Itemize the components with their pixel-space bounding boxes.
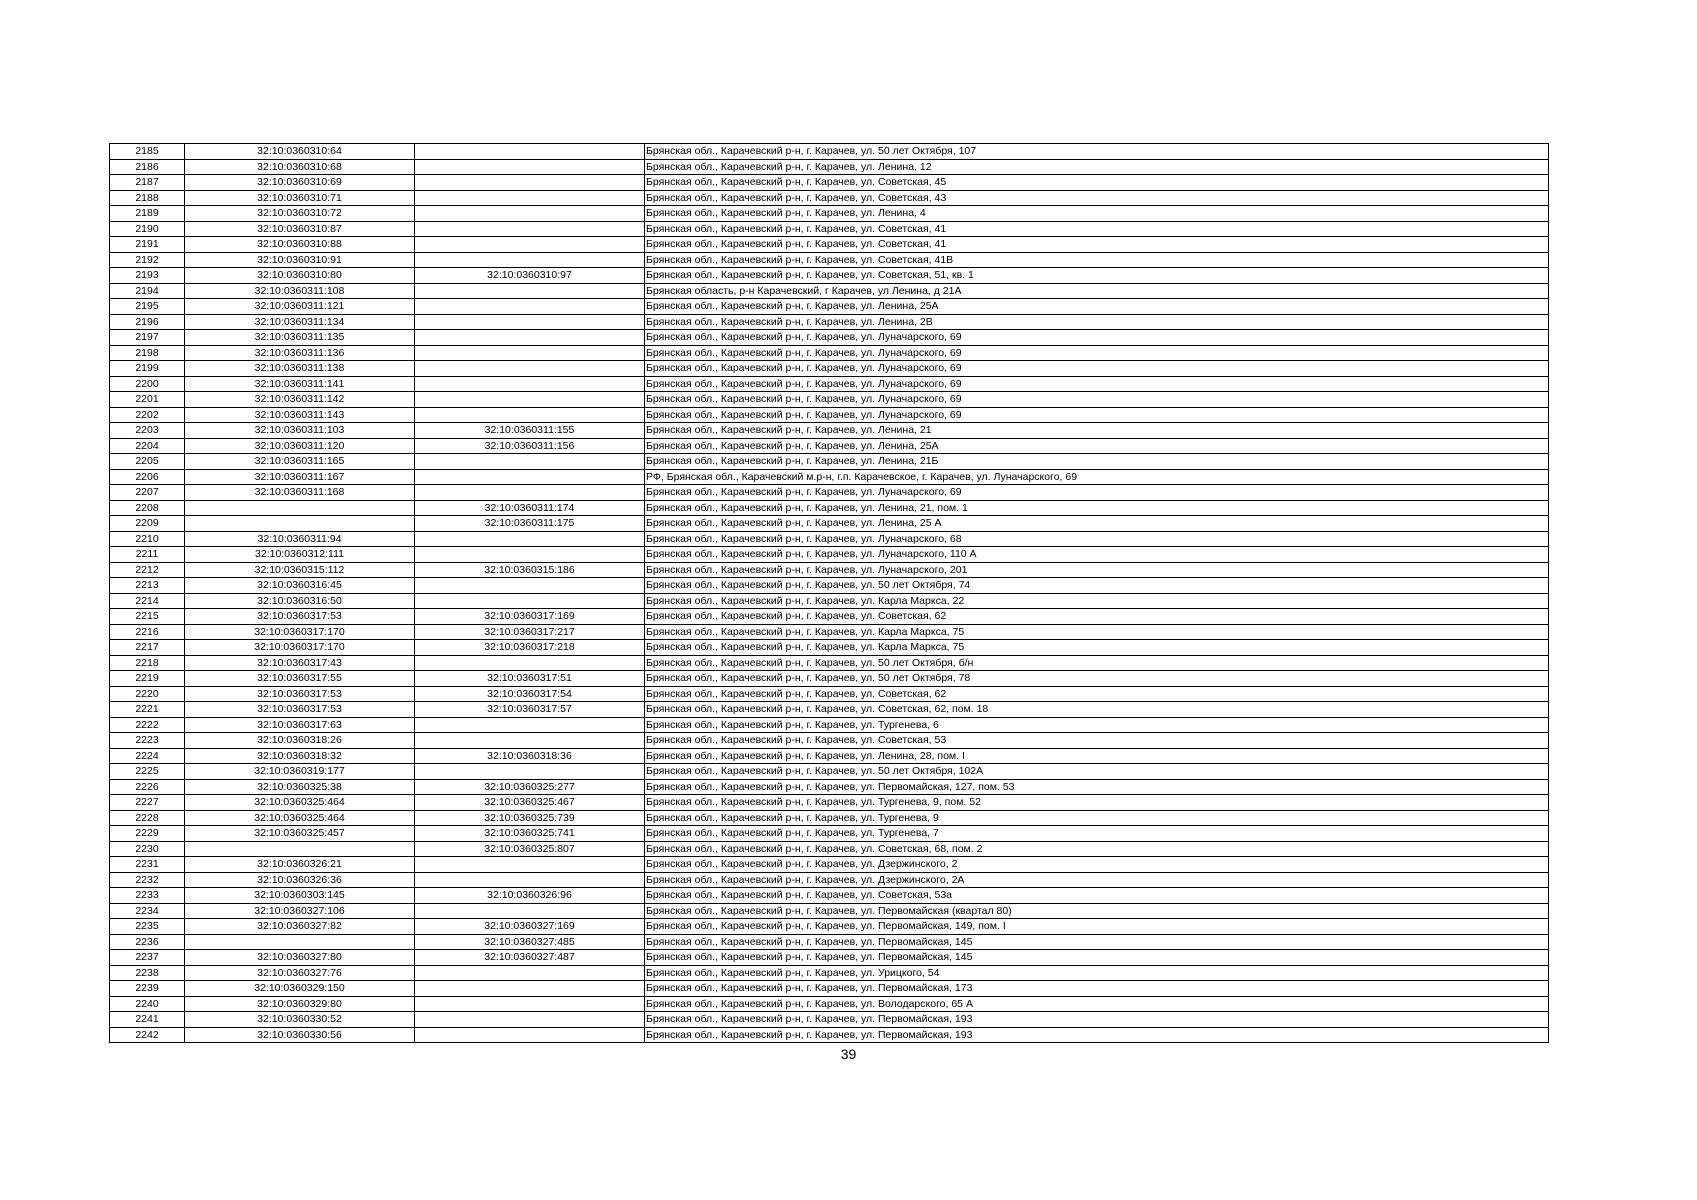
object-cadastral-number-cell: 32:10:0360325:739 xyxy=(415,810,645,826)
object-cadastral-number-cell xyxy=(415,981,645,997)
address-cell: Брянская обл., Карачевский р-н, г. Карачев, ул. Советская, 68, пом. 2 xyxy=(645,841,1549,857)
object-cadastral-number-cell xyxy=(415,1027,645,1043)
table-row xyxy=(110,593,1549,609)
object-cadastral-number-cell: 32:10:0360327:169 xyxy=(415,919,645,935)
row-number-cell: 2191 xyxy=(110,237,185,253)
table-row xyxy=(110,159,1549,175)
row-number-cell: 2199 xyxy=(110,361,185,377)
table-row xyxy=(110,717,1549,733)
land-cadastral-number-cell: 32:10:0360317:170 xyxy=(185,640,415,656)
address-cell: Брянская обл., Карачевский р-н, г. Карачев, ул. Тургенева, 6 xyxy=(645,717,1549,733)
table-row xyxy=(110,686,1549,702)
row-number-cell: 2220 xyxy=(110,686,185,702)
object-cadastral-number-cell xyxy=(415,159,645,175)
table-row xyxy=(110,500,1549,516)
row-number-cell: 2198 xyxy=(110,345,185,361)
row-number-cell: 2201 xyxy=(110,392,185,408)
address-cell: Брянская обл., Карачевский р-н, г. Карачев, ул. Ленина, 2В xyxy=(645,314,1549,330)
address-cell: Брянская обл., Карачевский р-н, г. Карачев, ул. Советская, 62 xyxy=(645,686,1549,702)
table-row xyxy=(110,655,1549,671)
row-number-cell: 2194 xyxy=(110,283,185,299)
table-row xyxy=(110,531,1549,547)
row-number-cell: 2230 xyxy=(110,841,185,857)
land-cadastral-number-cell: 32:10:0360325:464 xyxy=(185,810,415,826)
table-row xyxy=(110,748,1549,764)
address-cell: Брянская обл., Карачевский р-н, г. Карачев, ул. Советская, 51, кв. 1 xyxy=(645,268,1549,284)
row-number-cell: 2235 xyxy=(110,919,185,935)
land-cadastral-number-cell: 32:10:0360329:80 xyxy=(185,996,415,1012)
address-cell: Брянская обл., Карачевский р-н, г. Карачев, ул. Советская, 41 xyxy=(645,221,1549,237)
row-number-cell: 2225 xyxy=(110,764,185,780)
table-row xyxy=(110,407,1549,423)
address-cell: Брянская обл., Карачевский р-н, г. Карачев, ул. Ленина, 25А xyxy=(645,438,1549,454)
object-cadastral-number-cell xyxy=(415,872,645,888)
row-number-cell: 2192 xyxy=(110,252,185,268)
land-cadastral-number-cell: 32:10:0360311:165 xyxy=(185,454,415,470)
row-number-cell: 2229 xyxy=(110,826,185,842)
table-row xyxy=(110,640,1549,656)
land-cadastral-number-cell: 32:10:0360310:87 xyxy=(185,221,415,237)
land-cadastral-number-cell: 32:10:0360310:91 xyxy=(185,252,415,268)
land-cadastral-number-cell: 32:10:0360311:138 xyxy=(185,361,415,377)
row-number-cell: 2236 xyxy=(110,934,185,950)
address-cell: Брянская обл., Карачевский р-н, г. Карачев, ул. Луначарского, 69 xyxy=(645,407,1549,423)
object-cadastral-number-cell xyxy=(415,857,645,873)
land-cadastral-number-cell: 32:10:0360303:145 xyxy=(185,888,415,904)
table-row xyxy=(110,268,1549,284)
land-cadastral-number-cell: 32:10:0360311:168 xyxy=(185,485,415,501)
address-cell: Брянская обл., Карачевский р-н, г. Карачев, ул. Луначарского, 69 xyxy=(645,330,1549,346)
table-row xyxy=(110,888,1549,904)
table-row xyxy=(110,857,1549,873)
object-cadastral-number-cell xyxy=(415,578,645,594)
table-row xyxy=(110,252,1549,268)
row-number-cell: 2216 xyxy=(110,624,185,640)
land-cadastral-number-cell xyxy=(185,516,415,532)
land-cadastral-number-cell: 32:10:0360311:120 xyxy=(185,438,415,454)
row-number-cell: 2190 xyxy=(110,221,185,237)
land-cadastral-number-cell: 32:10:0360319:177 xyxy=(185,764,415,780)
address-cell: Брянская обл., Карачевский р-н, г. Карачев, ул. Ленина, 25 А xyxy=(645,516,1549,532)
address-cell: Брянская обл., Карачевский р-н, г. Карачев, ул. Карла Маркса, 22 xyxy=(645,593,1549,609)
object-cadastral-number-cell: 32:10:0360318:36 xyxy=(415,748,645,764)
table-row xyxy=(110,175,1549,191)
table-row xyxy=(110,903,1549,919)
table-row xyxy=(110,469,1549,485)
registry-table-body xyxy=(110,144,1549,1043)
object-cadastral-number-cell xyxy=(415,469,645,485)
row-number-cell: 2200 xyxy=(110,376,185,392)
object-cadastral-number-cell xyxy=(415,531,645,547)
land-cadastral-number-cell: 32:10:0360317:63 xyxy=(185,717,415,733)
object-cadastral-number-cell: 32:10:0360317:51 xyxy=(415,671,645,687)
object-cadastral-number-cell: 32:10:0360325:277 xyxy=(415,779,645,795)
land-cadastral-number-cell: 32:10:0360312:111 xyxy=(185,547,415,563)
row-number-cell: 2215 xyxy=(110,609,185,625)
table-row xyxy=(110,795,1549,811)
land-cadastral-number-cell: 32:10:0360325:464 xyxy=(185,795,415,811)
object-cadastral-number-cell xyxy=(415,593,645,609)
table-row xyxy=(110,562,1549,578)
address-cell: Брянская обл., Карачевский р-н, г. Карачев, ул. 50 лет Октября, 107 xyxy=(645,144,1549,160)
table-row xyxy=(110,1012,1549,1028)
row-number-cell: 2212 xyxy=(110,562,185,578)
row-number-cell: 2206 xyxy=(110,469,185,485)
object-cadastral-number-cell xyxy=(415,206,645,222)
land-cadastral-number-cell: 32:10:0360310:80 xyxy=(185,268,415,284)
table-row xyxy=(110,826,1549,842)
land-cadastral-number-cell: 32:10:0360311:142 xyxy=(185,392,415,408)
table-row xyxy=(110,438,1549,454)
table-row xyxy=(110,981,1549,997)
address-cell: Брянская обл., Карачевский р-н, г. Карачев, ул. Первомайская, 149, пом. I xyxy=(645,919,1549,935)
table-row xyxy=(110,221,1549,237)
land-cadastral-number-cell: 32:10:0360311:143 xyxy=(185,407,415,423)
address-cell: РФ, Брянская обл., Карачевский м.р-н, г.п. Карачевское, г. Карачев, ул. Луначарского, 69 xyxy=(645,469,1549,485)
object-cadastral-number-cell: 32:10:0360315:186 xyxy=(415,562,645,578)
table-row xyxy=(110,392,1549,408)
land-cadastral-number-cell: 32:10:0360311:94 xyxy=(185,531,415,547)
address-cell: Брянская область, р-н Карачевский, г Карачев, ул Ленина, д 21А xyxy=(645,283,1549,299)
object-cadastral-number-cell xyxy=(415,733,645,749)
row-number-cell: 2219 xyxy=(110,671,185,687)
table-row xyxy=(110,485,1549,501)
address-cell: Брянская обл., Карачевский р-н, г. Карачев, ул. Луначарского, 69 xyxy=(645,361,1549,377)
row-number-cell: 2233 xyxy=(110,888,185,904)
land-cadastral-number-cell xyxy=(185,500,415,516)
address-cell: Брянская обл., Карачевский р-н, г. Карачев, ул. Дзержинского, 2 xyxy=(645,857,1549,873)
row-number-cell: 2241 xyxy=(110,1012,185,1028)
object-cadastral-number-cell xyxy=(415,996,645,1012)
land-cadastral-number-cell: 32:10:0360311:141 xyxy=(185,376,415,392)
row-number-cell: 2197 xyxy=(110,330,185,346)
address-cell: Брянская обл., Карачевский р-н, г. Карачев, ул. Луначарского, 69 xyxy=(645,376,1549,392)
table-row xyxy=(110,361,1549,377)
object-cadastral-number-cell xyxy=(415,655,645,671)
row-number-cell: 2204 xyxy=(110,438,185,454)
object-cadastral-number-cell xyxy=(415,717,645,733)
land-cadastral-number-cell: 32:10:0360317:53 xyxy=(185,686,415,702)
address-cell: Брянская обл., Карачевский р-н, г. Карачев, ул. Луначарского, 69 xyxy=(645,345,1549,361)
land-cadastral-number-cell: 32:10:0360311:135 xyxy=(185,330,415,346)
land-cadastral-number-cell: 32:10:0360317:53 xyxy=(185,702,415,718)
object-cadastral-number-cell xyxy=(415,221,645,237)
address-cell: Брянская обл., Карачевский р-н, г. Карачев, ул. 50 лет Октября, б/н xyxy=(645,655,1549,671)
object-cadastral-number-cell xyxy=(415,764,645,780)
row-number-cell: 2189 xyxy=(110,206,185,222)
object-cadastral-number-cell xyxy=(415,965,645,981)
land-cadastral-number-cell: 32:10:0360310:71 xyxy=(185,190,415,206)
land-cadastral-number-cell: 32:10:0360317:53 xyxy=(185,609,415,625)
table-row xyxy=(110,283,1549,299)
land-cadastral-number-cell: 32:10:0360326:21 xyxy=(185,857,415,873)
land-cadastral-number-cell: 32:10:0360311:167 xyxy=(185,469,415,485)
object-cadastral-number-cell xyxy=(415,190,645,206)
object-cadastral-number-cell: 32:10:0360311:174 xyxy=(415,500,645,516)
address-cell: Брянская обл., Карачевский р-н, г. Карачев, ул. Советская, 45 xyxy=(645,175,1549,191)
land-cadastral-number-cell: 32:10:0360317:55 xyxy=(185,671,415,687)
row-number-cell: 2217 xyxy=(110,640,185,656)
table-row xyxy=(110,578,1549,594)
table-row xyxy=(110,376,1549,392)
row-number-cell: 2227 xyxy=(110,795,185,811)
row-number-cell: 2234 xyxy=(110,903,185,919)
object-cadastral-number-cell xyxy=(415,361,645,377)
address-cell: Брянская обл., Карачевский р-н, г. Карачев, ул. Тургенева, 9, пом. 52 xyxy=(645,795,1549,811)
object-cadastral-number-cell: 32:10:0360325:741 xyxy=(415,826,645,842)
address-cell: Брянская обл., Карачевский р-н, г. Карачев, ул. Первомайская, 193 xyxy=(645,1012,1549,1028)
table-row xyxy=(110,330,1549,346)
row-number-cell: 2222 xyxy=(110,717,185,733)
table-row xyxy=(110,144,1549,160)
object-cadastral-number-cell: 32:10:0360317:218 xyxy=(415,640,645,656)
table-row xyxy=(110,299,1549,315)
land-cadastral-number-cell: 32:10:0360326:36 xyxy=(185,872,415,888)
address-cell: Брянская обл., Карачевский р-н, г. Карачев, ул. Ленина, 21Б xyxy=(645,454,1549,470)
table-row xyxy=(110,841,1549,857)
land-cadastral-number-cell: 32:10:0360325:38 xyxy=(185,779,415,795)
table-row xyxy=(110,965,1549,981)
land-cadastral-number-cell: 32:10:0360311:108 xyxy=(185,283,415,299)
table-row xyxy=(110,733,1549,749)
address-cell: Брянская обл., Карачевский р-н, г. Карачев, ул. Луначарского, 69 xyxy=(645,392,1549,408)
land-cadastral-number-cell: 32:10:0360311:136 xyxy=(185,345,415,361)
table-row xyxy=(110,624,1549,640)
land-cadastral-number-cell: 32:10:0360330:52 xyxy=(185,1012,415,1028)
row-number-cell: 2186 xyxy=(110,159,185,175)
object-cadastral-number-cell xyxy=(415,283,645,299)
table-row xyxy=(110,934,1549,950)
address-cell: Брянская обл., Карачевский р-н, г. Карачев, ул. 50 лет Октября, 74 xyxy=(645,578,1549,594)
row-number-cell: 2213 xyxy=(110,578,185,594)
row-number-cell: 2223 xyxy=(110,733,185,749)
row-number-cell: 2238 xyxy=(110,965,185,981)
table-row xyxy=(110,190,1549,206)
row-number-cell: 2224 xyxy=(110,748,185,764)
land-cadastral-number-cell xyxy=(185,841,415,857)
object-cadastral-number-cell xyxy=(415,175,645,191)
table-row xyxy=(110,702,1549,718)
land-cadastral-number-cell: 32:10:0360310:69 xyxy=(185,175,415,191)
row-number-cell: 2240 xyxy=(110,996,185,1012)
registry-table xyxy=(109,143,1549,1043)
table-row xyxy=(110,919,1549,935)
object-cadastral-number-cell: 32:10:0360317:217 xyxy=(415,624,645,640)
address-cell: Брянская обл., Карачевский р-н, г. Карачев, ул. Первомайская (квартал 80) xyxy=(645,903,1549,919)
address-cell: Брянская обл., Карачевский р-н, г. Карачев, ул. Луначарского, 201 xyxy=(645,562,1549,578)
row-number-cell: 2226 xyxy=(110,779,185,795)
row-number-cell: 2193 xyxy=(110,268,185,284)
address-cell: Брянская обл., Карачевский р-н, г. Карачев, ул. Тургенева, 7 xyxy=(645,826,1549,842)
row-number-cell: 2242 xyxy=(110,1027,185,1043)
address-cell: Брянская обл., Карачевский р-н, г. Карачев, ул. Первомайская, 145 xyxy=(645,934,1549,950)
row-number-cell: 2188 xyxy=(110,190,185,206)
address-cell: Брянская обл., Карачевский р-н, г. Карачев, ул. 50 лет Октября, 78 xyxy=(645,671,1549,687)
address-cell: Брянская обл., Карачевский р-н, г. Карачев, ул. Урицкого, 54 xyxy=(645,965,1549,981)
land-cadastral-number-cell: 32:10:0360310:64 xyxy=(185,144,415,160)
object-cadastral-number-cell xyxy=(415,144,645,160)
row-number-cell: 2195 xyxy=(110,299,185,315)
row-number-cell: 2232 xyxy=(110,872,185,888)
object-cadastral-number-cell: 32:10:0360327:487 xyxy=(415,950,645,966)
object-cadastral-number-cell xyxy=(415,345,645,361)
land-cadastral-number-cell: 32:10:0360311:103 xyxy=(185,423,415,439)
object-cadastral-number-cell xyxy=(415,237,645,253)
address-cell: Брянская обл., Карачевский р-н, г. Карачев, ул. Первомайская, 173 xyxy=(645,981,1549,997)
table-row xyxy=(110,206,1549,222)
address-cell: Брянская обл., Карачевский р-н, г. Карачев, ул. Карла Маркса, 75 xyxy=(645,640,1549,656)
object-cadastral-number-cell xyxy=(415,454,645,470)
row-number-cell: 2210 xyxy=(110,531,185,547)
row-number-cell: 2209 xyxy=(110,516,185,532)
table-row xyxy=(110,779,1549,795)
object-cadastral-number-cell xyxy=(415,392,645,408)
land-cadastral-number-cell: 32:10:0360318:26 xyxy=(185,733,415,749)
address-cell: Брянская обл., Карачевский р-н, г. Карачев, ул. Карла Маркса, 75 xyxy=(645,624,1549,640)
table-row xyxy=(110,516,1549,532)
land-cadastral-number-cell: 32:10:0360325:457 xyxy=(185,826,415,842)
table-row xyxy=(110,950,1549,966)
table-row xyxy=(110,237,1549,253)
address-cell: Брянская обл., Карачевский р-н, г. Карачев, ул. Советская, 62, пом. 18 xyxy=(645,702,1549,718)
row-number-cell: 2228 xyxy=(110,810,185,826)
object-cadastral-number-cell xyxy=(415,485,645,501)
object-cadastral-number-cell xyxy=(415,299,645,315)
row-number-cell: 2237 xyxy=(110,950,185,966)
address-cell: Брянская обл., Карачевский р-н, г. Карачев, ул. Ленина, 21 xyxy=(645,423,1549,439)
land-cadastral-number-cell: 32:10:0360318:32 xyxy=(185,748,415,764)
row-number-cell: 2207 xyxy=(110,485,185,501)
object-cadastral-number-cell xyxy=(415,547,645,563)
address-cell: Брянская обл., Карачевский р-н, г. Карачев, ул. Ленина, 4 xyxy=(645,206,1549,222)
row-number-cell: 2187 xyxy=(110,175,185,191)
row-number-cell: 2218 xyxy=(110,655,185,671)
land-cadastral-number-cell: 32:10:0360311:121 xyxy=(185,299,415,315)
table-row xyxy=(110,996,1549,1012)
object-cadastral-number-cell: 32:10:0360310:97 xyxy=(415,268,645,284)
table-row xyxy=(110,1027,1549,1043)
row-number-cell: 2239 xyxy=(110,981,185,997)
address-cell: Брянская обл., Карачевский р-н, г. Карачев, ул. Советская, 53 xyxy=(645,733,1549,749)
page-number: 39 xyxy=(840,1046,857,1062)
address-cell: Брянская обл., Карачевский р-н, г. Карачев, ул. 50 лет Октября, 102А xyxy=(645,764,1549,780)
address-cell: Брянская обл., Карачевский р-н, г. Карачев, ул. Первомайская, 193 xyxy=(645,1027,1549,1043)
address-cell: Брянская обл., Карачевский р-н, г. Карачев, ул. Советская, 41В xyxy=(645,252,1549,268)
address-cell: Брянская обл., Карачевский р-н, г. Карачев, ул. Володарского, 65 А xyxy=(645,996,1549,1012)
object-cadastral-number-cell: 32:10:0360311:175 xyxy=(415,516,645,532)
object-cadastral-number-cell: 32:10:0360326:96 xyxy=(415,888,645,904)
land-cadastral-number-cell: 32:10:0360327:82 xyxy=(185,919,415,935)
land-cadastral-number-cell: 32:10:0360311:134 xyxy=(185,314,415,330)
row-number-cell: 2231 xyxy=(110,857,185,873)
land-cadastral-number-cell: 32:10:0360317:43 xyxy=(185,655,415,671)
table-row xyxy=(110,423,1549,439)
land-cadastral-number-cell: 32:10:0360327:80 xyxy=(185,950,415,966)
object-cadastral-number-cell: 32:10:0360317:54 xyxy=(415,686,645,702)
object-cadastral-number-cell: 32:10:0360311:156 xyxy=(415,438,645,454)
row-number-cell: 2203 xyxy=(110,423,185,439)
object-cadastral-number-cell: 32:10:0360327:485 xyxy=(415,934,645,950)
table-row xyxy=(110,872,1549,888)
address-cell: Брянская обл., Карачевский р-н, г. Карачев, ул. Советская, 41 xyxy=(645,237,1549,253)
land-cadastral-number-cell: 32:10:0360316:45 xyxy=(185,578,415,594)
object-cadastral-number-cell xyxy=(415,252,645,268)
land-cadastral-number-cell: 32:10:0360310:68 xyxy=(185,159,415,175)
table-row xyxy=(110,609,1549,625)
address-cell: Брянская обл., Карачевский р-н, г. Карачев, ул. Первомайская, 145 xyxy=(645,950,1549,966)
address-cell: Брянская обл., Карачевский р-н, г. Карачев, ул. Луначарского, 110 А xyxy=(645,547,1549,563)
address-cell: Брянская обл., Карачевский р-н, г. Карачев, ул. Ленина, 12 xyxy=(645,159,1549,175)
land-cadastral-number-cell xyxy=(185,934,415,950)
row-number-cell: 2214 xyxy=(110,593,185,609)
address-cell: Брянская обл., Карачевский р-н, г. Карачев, ул. Советская, 62 xyxy=(645,609,1549,625)
table-row xyxy=(110,454,1549,470)
land-cadastral-number-cell: 32:10:0360327:106 xyxy=(185,903,415,919)
object-cadastral-number-cell: 32:10:0360325:467 xyxy=(415,795,645,811)
address-cell: Брянская обл., Карачевский р-н, г. Карачев, ул. Ленина, 25А xyxy=(645,299,1549,315)
row-number-cell: 2205 xyxy=(110,454,185,470)
object-cadastral-number-cell: 32:10:0360325:807 xyxy=(415,841,645,857)
land-cadastral-number-cell: 32:10:0360327:76 xyxy=(185,965,415,981)
object-cadastral-number-cell xyxy=(415,330,645,346)
object-cadastral-number-cell: 32:10:0360317:57 xyxy=(415,702,645,718)
row-number-cell: 2211 xyxy=(110,547,185,563)
land-cadastral-number-cell: 32:10:0360317:170 xyxy=(185,624,415,640)
address-cell: Брянская обл., Карачевский р-н, г. Карачев, ул. Ленина, 21, пом. 1 xyxy=(645,500,1549,516)
object-cadastral-number-cell xyxy=(415,903,645,919)
land-cadastral-number-cell: 32:10:0360310:88 xyxy=(185,237,415,253)
land-cadastral-number-cell: 32:10:0360315:112 xyxy=(185,562,415,578)
address-cell: Брянская обл., Карачевский р-н, г. Карачев, ул. Первомайская, 127, пом. 53 xyxy=(645,779,1549,795)
table-row xyxy=(110,345,1549,361)
row-number-cell: 2196 xyxy=(110,314,185,330)
address-cell: Брянская обл., Карачевский р-н, г. Карачев, ул. Советская, 43 xyxy=(645,190,1549,206)
table-row xyxy=(110,810,1549,826)
object-cadastral-number-cell xyxy=(415,314,645,330)
row-number-cell: 2208 xyxy=(110,500,185,516)
table-row xyxy=(110,764,1549,780)
table-row xyxy=(110,314,1549,330)
address-cell: Брянская обл., Карачевский р-н, г. Карачев, ул. Советская, 53а xyxy=(645,888,1549,904)
row-number-cell: 2185 xyxy=(110,144,185,160)
address-cell: Брянская обл., Карачевский р-н, г. Карачев, ул. Ленина, 28, пом. I xyxy=(645,748,1549,764)
land-cadastral-number-cell: 32:10:0360316:50 xyxy=(185,593,415,609)
address-cell: Брянская обл., Карачевский р-н, г. Карачев, ул. Луначарского, 69 xyxy=(645,485,1549,501)
land-cadastral-number-cell: 32:10:0360310:72 xyxy=(185,206,415,222)
address-cell: Брянская обл., Карачевский р-н, г. Карачев, ул. Луначарского, 68 xyxy=(645,531,1549,547)
table-row xyxy=(110,547,1549,563)
object-cadastral-number-cell xyxy=(415,1012,645,1028)
land-cadastral-number-cell: 32:10:0360330:56 xyxy=(185,1027,415,1043)
land-cadastral-number-cell: 32:10:0360329:150 xyxy=(185,981,415,997)
object-cadastral-number-cell: 32:10:0360317:169 xyxy=(415,609,645,625)
table-row xyxy=(110,671,1549,687)
object-cadastral-number-cell xyxy=(415,376,645,392)
object-cadastral-number-cell xyxy=(415,407,645,423)
row-number-cell: 2221 xyxy=(110,702,185,718)
address-cell: Брянская обл., Карачевский р-н, г. Карачев, ул. Дзержинского, 2А xyxy=(645,872,1549,888)
row-number-cell: 2202 xyxy=(110,407,185,423)
object-cadastral-number-cell: 32:10:0360311:155 xyxy=(415,423,645,439)
address-cell: Брянская обл., Карачевский р-н, г. Карачев, ул. Тургенева, 9 xyxy=(645,810,1549,826)
